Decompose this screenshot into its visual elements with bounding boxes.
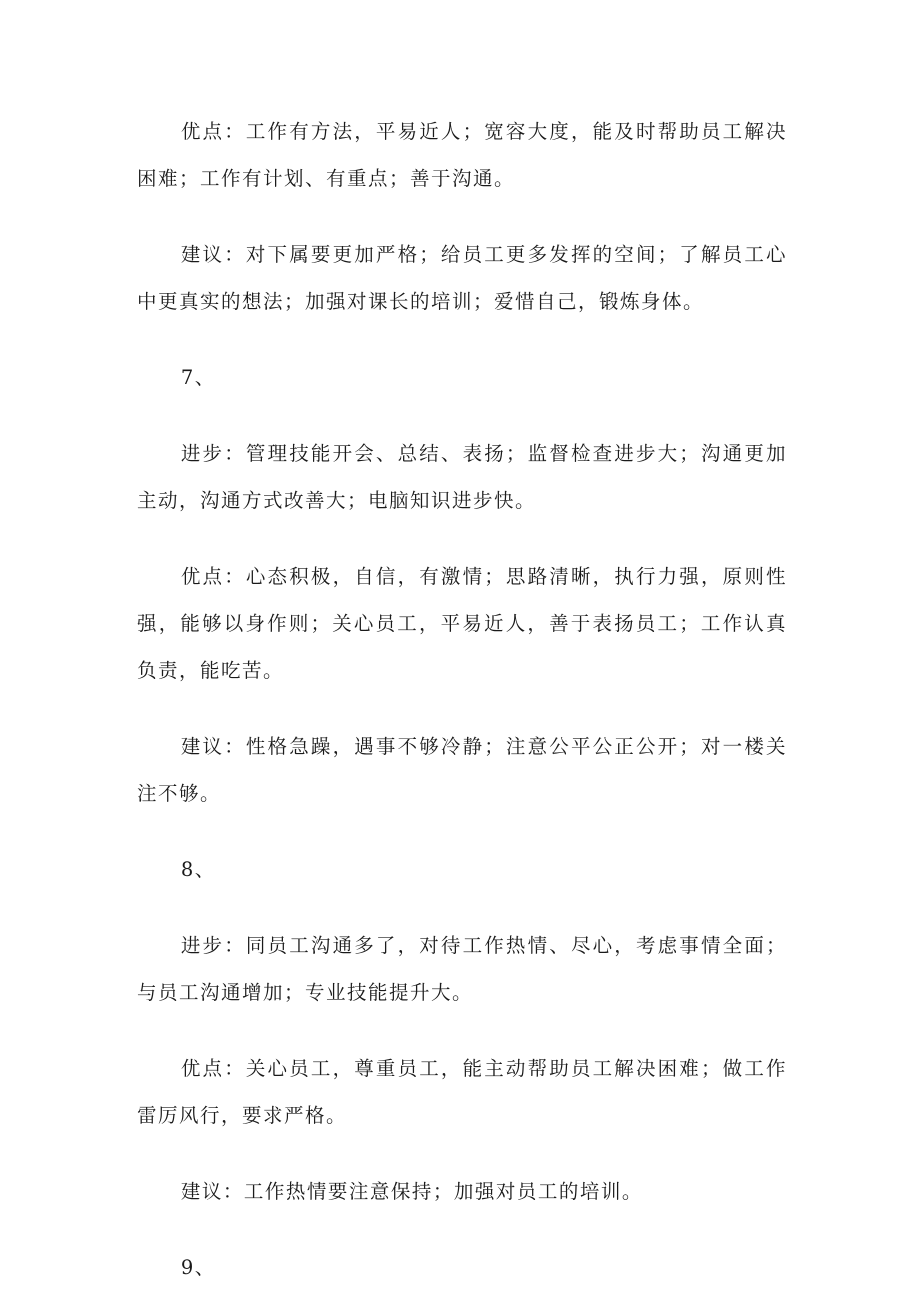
section-number-7: 7、 xyxy=(180,366,216,389)
paragraph-suggestions-8: 建议：工作热情要注意保持；加强对员工的培训。 xyxy=(180,1180,643,1203)
paragraph-gap xyxy=(137,401,787,430)
paragraph-progress-8: 进步：同员工沟通多了，对待工作热情、尽心，考虑事情全面；与员工沟通增加；专业技能提升大。 xyxy=(137,934,787,1004)
paragraph-suggestions-7: 建议：性格急躁，遇事不够冷静；注意公平公正公开；对一楼关注不够。 xyxy=(137,735,787,805)
paragraph-gap xyxy=(137,1016,787,1045)
document-body xyxy=(137,108,787,1291)
section-number-8: 8、 xyxy=(180,858,216,881)
paragraph-gap xyxy=(137,1215,787,1244)
paragraph-gap xyxy=(137,1139,787,1168)
paragraph-gap xyxy=(137,893,787,922)
paragraph-advantages-7: 优点：心态积极，自信，有激情；思路清晰，执行力强，原则性强，能够以身作则；关心员工，平易近人，善于表扬员工；工作认真负责，能吃苦。 xyxy=(137,565,787,682)
paragraph-advantages-8: 优点：关心员工，尊重员工，能主动帮助员工解决困难；做工作雷厉风行，要求严格。 xyxy=(137,1057,787,1127)
paragraph-gap xyxy=(137,325,787,354)
paragraph-gap xyxy=(137,524,787,553)
section-number-9: 9、 xyxy=(180,1256,216,1279)
paragraph-advantages-6: 优点：工作有方法，平易近人；宽容大度，能及时帮助员工解决困难；工作有计划、有重点；善于沟通。 xyxy=(137,120,787,190)
paragraph-gap xyxy=(137,202,787,231)
paragraph-gap xyxy=(137,817,787,846)
paragraph-suggestions-6: 建议：对下属要更加严格；给员工更多发挥的空间；了解员工心中更真实的想法；加强对课长的培训；爱惜自己，锻炼身体。 xyxy=(137,243,787,313)
paragraph-gap xyxy=(137,694,787,723)
paragraph-progress-7: 进步：管理技能开会、总结、表扬；监督检查进步大；沟通更加主动，沟通方式改善大；电脑知识进步快。 xyxy=(137,442,787,512)
